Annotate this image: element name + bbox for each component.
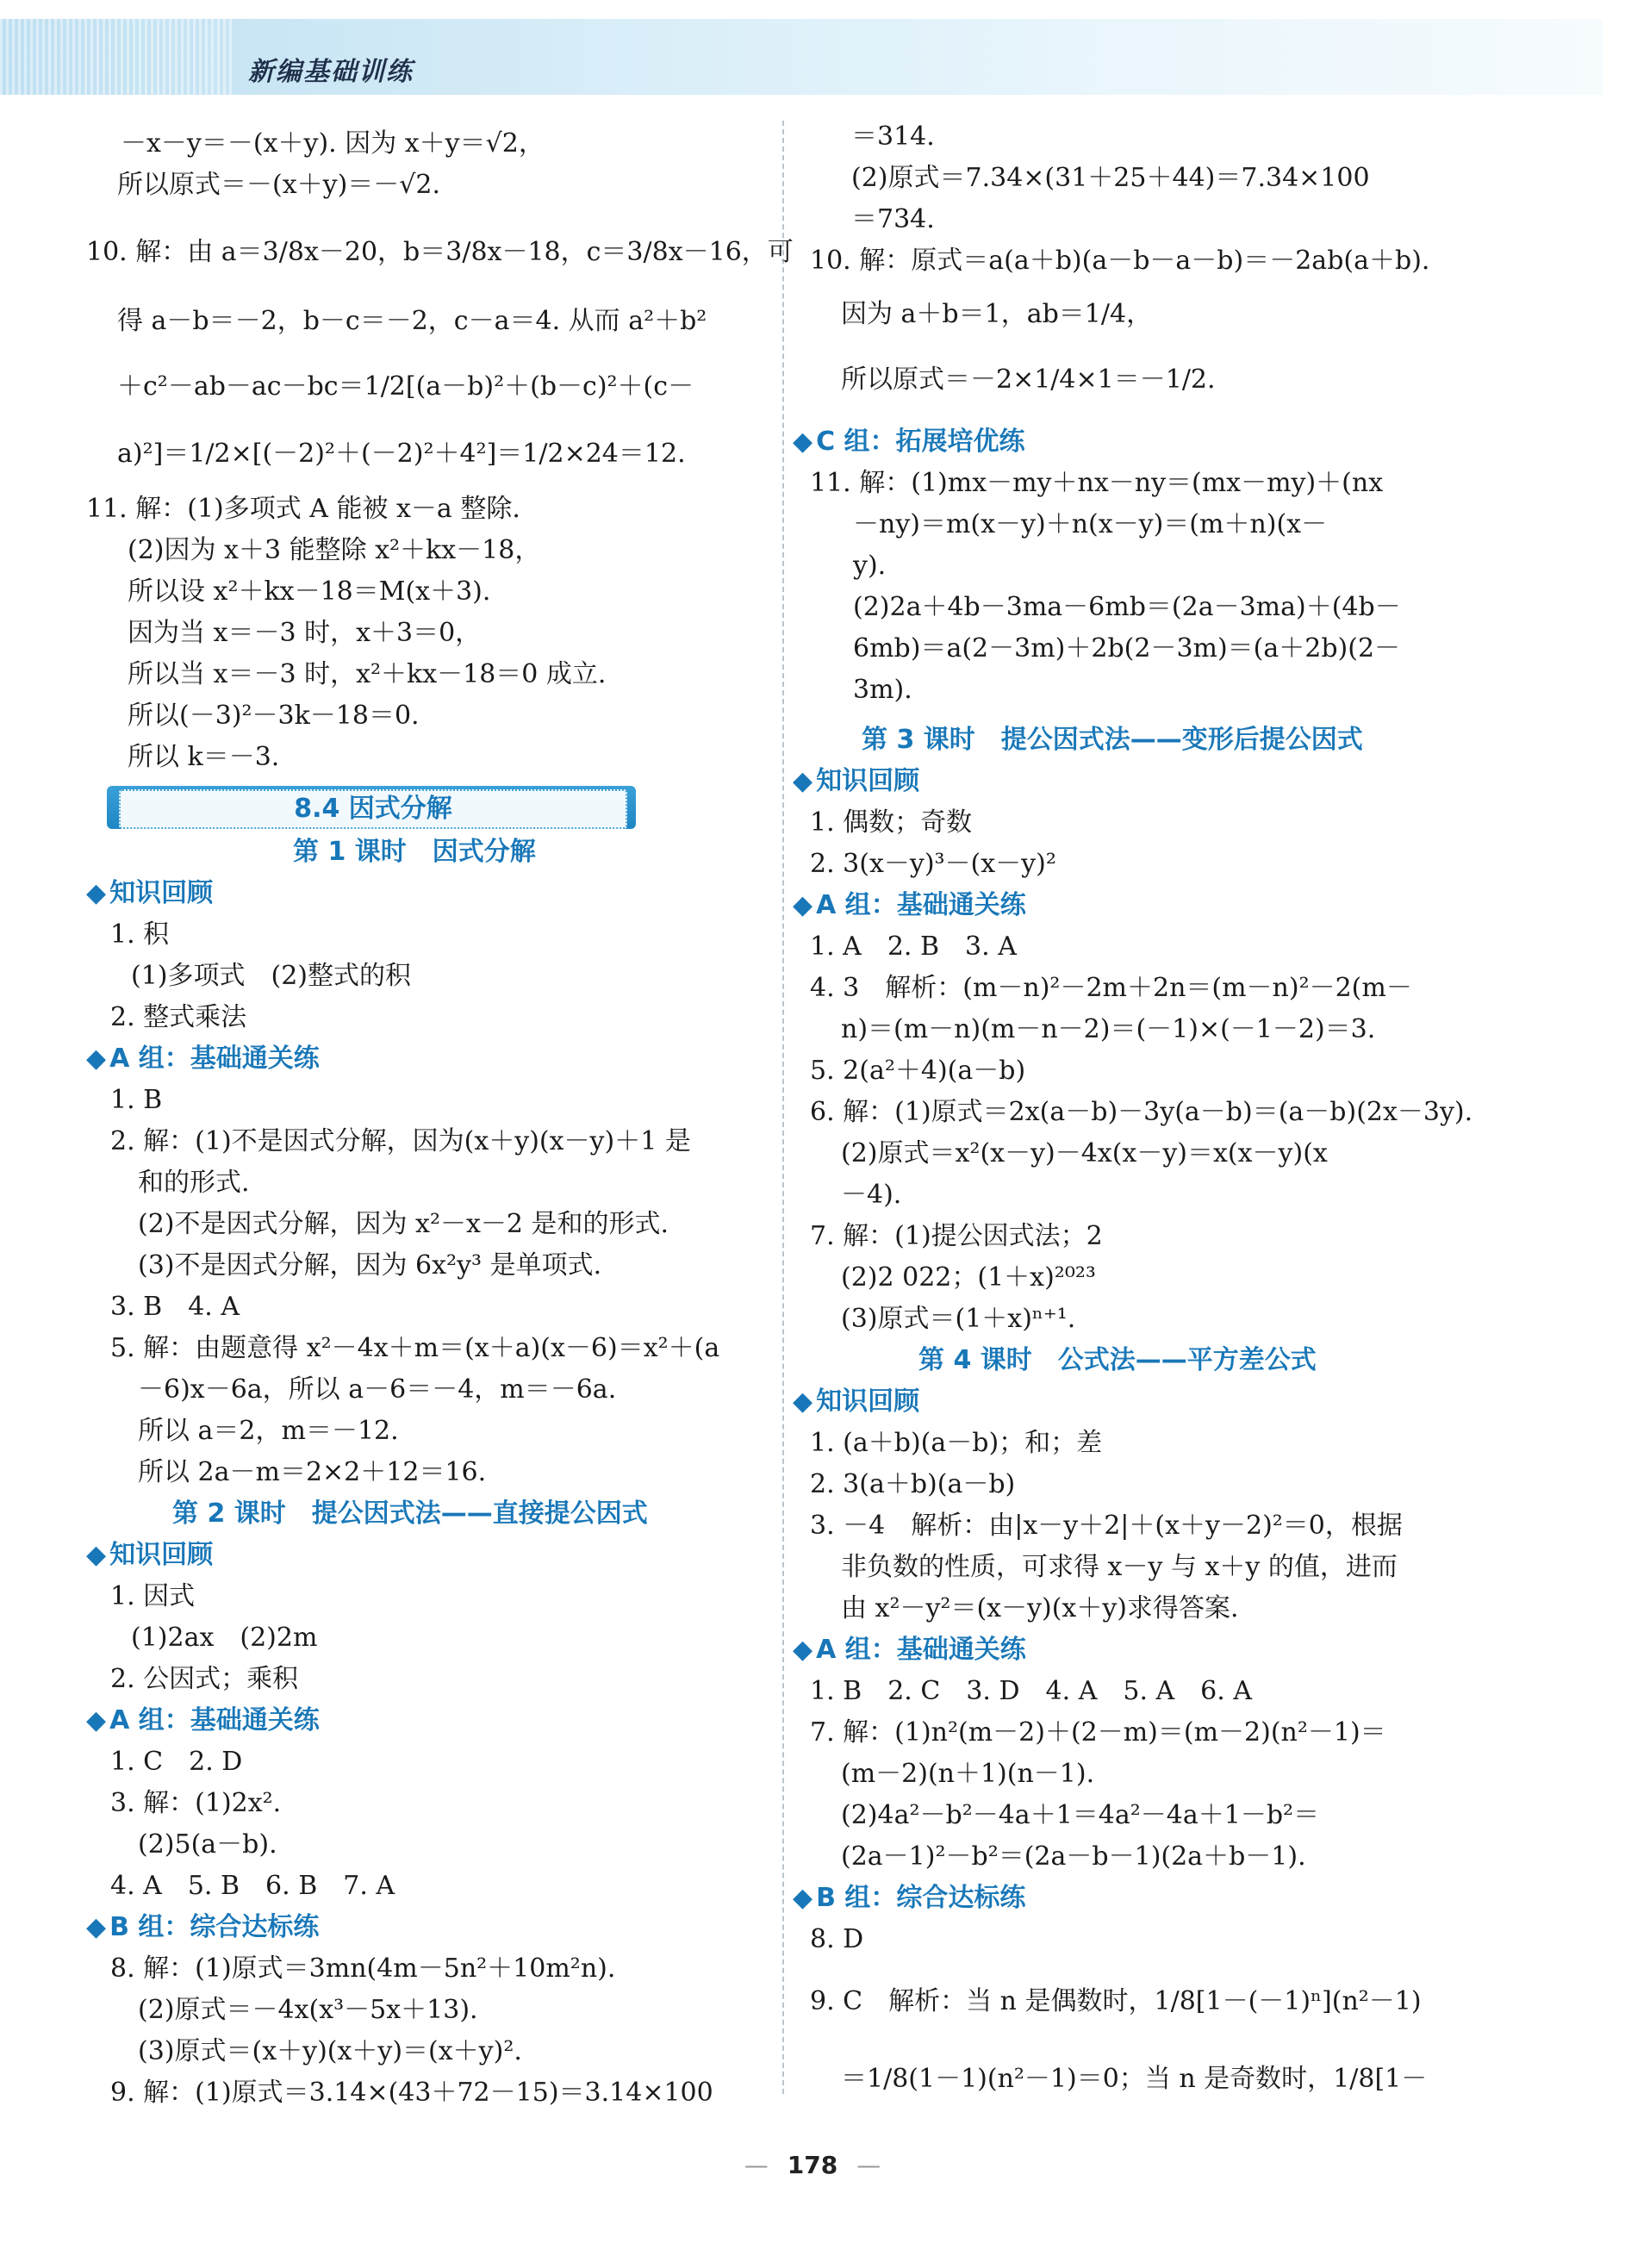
text-line: 2. 3(a＋b)(a－b)	[810, 1469, 1016, 1499]
text-line: ＝314.	[851, 122, 935, 152]
section-heading: ◆ B 组：综合达标练	[793, 1883, 1026, 1913]
column-divider	[782, 121, 784, 2094]
page-number: — 178 —	[744, 2151, 881, 2179]
diamond-icon: ◆	[793, 427, 813, 457]
text-line: 6mb)＝a(2－3m)＋2b(2－3m)＝(a＋2b)(2－	[853, 633, 1401, 664]
lesson-title: 第 3 课时 提公因式法——变形后提公因式	[862, 725, 1363, 755]
text-line: 3. B 4. A	[110, 1292, 240, 1322]
section-heading: ◆ A 组：基础通关练	[86, 1044, 320, 1074]
text-line: 所以设 x²＋kx－18＝M(x＋3).	[128, 576, 491, 607]
text-line: 9. 解：(1)原式＝3.14×(43＋72－15)＝3.14×100	[110, 2078, 713, 2108]
text-line: 所以 a＝2，m＝－12.	[138, 1416, 399, 1446]
section-heading: ◆ 知识回顾	[86, 878, 214, 908]
text-line: (3)原式＝(1＋x)ⁿ⁺¹.	[841, 1304, 1076, 1334]
text-line: 2. 公因式；乘积	[110, 1664, 299, 1694]
text-line: 1. C 2. D	[110, 1747, 243, 1777]
text-line: 9. C 解析：当 n 是偶数时，1/8[1－(－1)ⁿ](n²－1)	[810, 1986, 1422, 2016]
text-line: (2)原式＝x²(x－y)－4x(x－y)＝x(x－y)(x	[841, 1138, 1328, 1168]
diamond-icon: ◆	[793, 1883, 813, 1913]
text-line: 11. 解：(1)多项式 A 能被 x－a 整除.	[86, 494, 520, 524]
section-heading: ◆ C 组：拓展培优练	[793, 427, 1025, 457]
text-line: 10. 解：原式＝a(a＋b)(a－b－a－b)＝－2ab(a＋b).	[810, 246, 1430, 276]
text-line: －6)x－6a，所以 a－6＝－4，m＝－6a.	[138, 1374, 617, 1405]
text-line: 1. 积	[110, 919, 170, 950]
header-title: 新编基础训练	[248, 57, 414, 87]
text-line: 1. B 2. C 3. D 4. A 5. A 6. A	[810, 1676, 1253, 1706]
text-line: ＋c²－ab－ac－bc＝1/2[(a－b)²＋(b－c)²＋(c－	[117, 371, 694, 402]
text-line: y).	[853, 551, 887, 581]
text-line: 3. 解：(1)2x².	[110, 1788, 282, 1818]
text-line: 5. 2(a²＋4)(a－b)	[810, 1056, 1026, 1086]
lesson-title: 第 2 课时 提公因式法——直接提公因式	[172, 1498, 648, 1529]
text-line: 2. 解：(1)不是因式分解，因为(x＋y)(x－y)＋1 是	[110, 1126, 691, 1156]
section-heading: ◆ 知识回顾	[86, 1540, 214, 1570]
text-line: (2)原式＝7.34×(31＋25＋44)＝7.34×100	[851, 163, 1370, 193]
text-line: (2)5(a－b).	[138, 1829, 277, 1860]
lesson-title: 第 1 课时 因式分解	[293, 837, 536, 867]
text-line: 所以 k＝－3.	[128, 742, 280, 772]
text-line: 6. 解：(1)原式＝2x(a－b)－3y(a－b)＝(a－b)(2x－3y).	[810, 1097, 1473, 1127]
diamond-icon: ◆	[86, 1540, 107, 1570]
header-stripes	[0, 19, 233, 95]
text-line: (2)不是因式分解，因为 x²－x－2 是和的形式.	[138, 1209, 669, 1239]
text-line: 4. A 5. B 6. B 7. A	[110, 1871, 395, 1901]
text-line: (2)因为 x＋3 能整除 x²＋kx－18，	[128, 535, 541, 565]
text-line: 4. 3 解析：(m－n)²－2m＋2n＝(m－n)²－2(m－	[810, 973, 1412, 1003]
diamond-icon: ◆	[793, 1635, 813, 1665]
text-line: 所以当 x＝－3 时，x²＋kx－18＝0 成立.	[128, 659, 607, 689]
diamond-icon: ◆	[793, 890, 813, 920]
text-line: －x－y＝－(x＋y). 因为 x＋y＝√2，	[121, 128, 545, 159]
section-heading: ◆ A 组：基础通关练	[793, 890, 1026, 920]
text-line: (2)原式＝－4x(x³－5x＋13).	[138, 1995, 478, 2025]
diamond-icon: ◆	[793, 1386, 813, 1417]
section-heading: ◆ B 组：综合达标练	[86, 1912, 320, 1942]
text-line: －ny)＝m(x－y)＋n(x－y)＝(m＋n)(x－	[853, 509, 1328, 539]
diamond-icon: ◆	[86, 878, 107, 908]
diamond-icon: ◆	[86, 1912, 107, 1942]
text-line: 1. 因式	[110, 1581, 196, 1611]
text-line: 得 a－b＝－2，b－c＝－2，c－a＝4. 从而 a²＋b²	[117, 306, 707, 336]
section-heading: ◆ 知识回顾	[793, 766, 920, 796]
chapter-title: 8.4 因式分解	[119, 789, 627, 829]
text-line: 2. 3(x－y)³－(x－y)²	[810, 849, 1056, 879]
text-line: 1. B	[110, 1085, 163, 1115]
text-line: ＝1/8(1－1)(n²－1)＝0；当 n 是奇数时，1/8[1－	[841, 2064, 1428, 2094]
text-line: (2)2 022；(1＋x)²⁰²³	[841, 1262, 1096, 1293]
text-line: 10. 解：由 a＝3/8x－20，b＝3/8x－18，c＝3/8x－16，可	[86, 237, 794, 267]
text-line: 因为当 x＝－3 时，x＋3＝0，	[128, 618, 482, 648]
text-line: (1)多项式 (2)整式的积	[131, 961, 411, 991]
header-bar	[0, 19, 1603, 95]
text-line: 1. (a＋b)(a－b)；和；差	[810, 1428, 1103, 1458]
diamond-icon: ◆	[86, 1044, 107, 1074]
text-line: (2)2a＋4b－3ma－6mb＝(2a－3ma)＋(4b－	[853, 592, 1401, 622]
text-line: 7. 解：(1)提公因式法；2	[810, 1221, 1103, 1251]
text-line: 和的形式.	[138, 1168, 250, 1198]
text-line: 所以原式＝－(x＋y)＝－√2.	[117, 170, 441, 200]
text-line: 8. 解：(1)原式＝3mn(4m－5n²＋10m²n).	[110, 1953, 616, 1984]
text-line: 3. －4 解析：由|x－y＋2|＋(x＋y－2)²＝0，根据	[810, 1511, 1403, 1541]
diamond-icon: ◆	[86, 1705, 107, 1735]
text-line: 2. 整式乘法	[110, 1002, 247, 1032]
text-line: 因为 a＋b＝1，ab＝1/4，	[841, 299, 1153, 329]
text-line: (2)4a²－b²－4a＋1＝4a²－4a＋1－b²＝	[841, 1800, 1320, 1830]
text-line: 11. 解：(1)mx－my＋nx－ny＝(mx－my)＋(nx	[810, 468, 1384, 498]
text-line: 由 x²－y²＝(x－y)(x＋y)求得答案.	[841, 1593, 1239, 1623]
text-line: 5. 解：由题意得 x²－4x＋m＝(x＋a)(x－6)＝x²＋(a	[110, 1333, 720, 1363]
text-line: 7. 解：(1)n²(m－2)＋(2－m)＝(m－2)(n²－1)＝	[810, 1717, 1386, 1748]
diamond-icon: ◆	[793, 766, 813, 796]
text-line: 8. D	[810, 1924, 864, 1954]
text-line: n)＝(m－n)(m－n－2)＝(－1)×(－1－2)＝3.	[841, 1014, 1376, 1044]
section-heading: ◆ A 组：基础通关练	[86, 1705, 320, 1735]
text-line: 所以原式＝－2×1/4×1＝－1/2.	[841, 364, 1216, 395]
text-line: a)²]＝1/2×[(－2)²＋(－2)²＋4²]＝1/2×24＝12.	[117, 439, 686, 469]
text-line: (3)原式＝(x＋y)(x＋y)＝(x＋y)².	[138, 2036, 522, 2066]
text-line: －4).	[841, 1180, 902, 1210]
section-heading: ◆ A 组：基础通关练	[793, 1635, 1026, 1665]
lesson-title: 第 4 课时 公式法——平方差公式	[918, 1345, 1317, 1375]
text-line: 1. A 2. B 3. A	[810, 932, 1017, 962]
text-line: (1)2ax (2)2m	[131, 1623, 318, 1653]
text-line: (2a－1)²－b²＝(2a－b－1)(2a＋b－1).	[841, 1841, 1306, 1872]
text-line: 所以 2a－m＝2×2＋12＝16.	[138, 1457, 487, 1487]
text-line: (m－2)(n＋1)(n－1).	[841, 1759, 1095, 1789]
text-line: ＝734.	[851, 204, 935, 234]
text-line: (3)不是因式分解，因为 6x²y³ 是单项式.	[138, 1250, 602, 1280]
section-heading: ◆ 知识回顾	[793, 1386, 920, 1417]
text-line: 所以(－3)²－3k－18＝0.	[128, 701, 420, 731]
text-line: 非负数的性质，可求得 x－y 与 x＋y 的值，进而	[841, 1552, 1398, 1582]
text-line: 1. 偶数；奇数	[810, 807, 973, 838]
text-line: 3m).	[853, 675, 912, 705]
